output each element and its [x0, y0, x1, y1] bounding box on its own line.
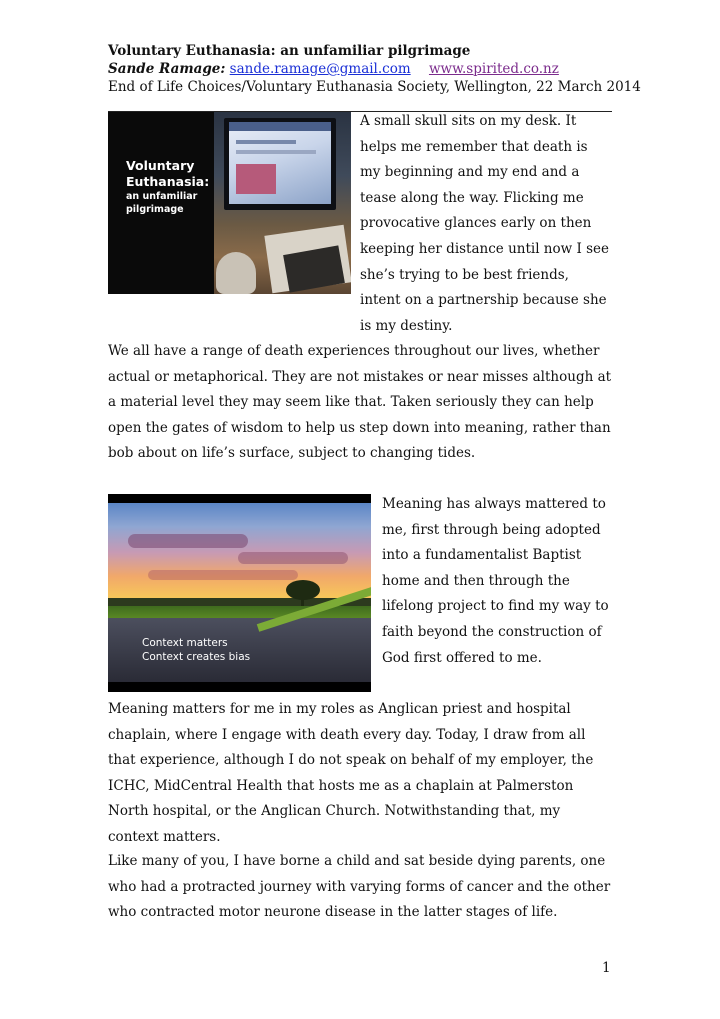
paragraph-meaning: Meaning has always mattered to me, first through being adopted into a fundamentalist Baptist home and then through the lifelong project to find my way to faith beyond the construction of God first offered to me.	[382, 496, 609, 666]
author-line	[108, 60, 559, 78]
page-number: 1	[602, 960, 611, 976]
slide-title: Voluntary Euthanasia: an unfamiliar pilgrimage	[126, 158, 210, 215]
document-title: Voluntary Euthanasia: an unfamiliar pilgrimage	[108, 43, 471, 59]
title-slide-image	[108, 112, 351, 294]
slide-caption: Context matters Context creates bias	[142, 637, 251, 663]
paragraph-skull: A small skull sits on my desk. It helps me remember that death is my beginning and my end and a tease along the way. Flicking me provocative glances early on then keeping her distance until now I see she’s trying to be best friends, intent on a partnership because she is my destiny.	[360, 113, 610, 334]
author-name: Sande Ramage:	[108, 61, 226, 77]
email-link[interactable]: sande.ramage@gmail.com	[229, 61, 411, 77]
paragraph-roles: Meaning matters for me in my roles as Anglican priest and hospital chaplain, where I engage with death every day. Today, I draw from all that experience, although I do not speak on behalf of my employer, the ICHC, MidCentral Health that hosts me as a chaplain at Palmerston North hospital, or the Anglican Church. Notwithstanding that, my context matters.	[108, 701, 594, 845]
context-slide-image	[108, 494, 371, 692]
event-line: End of Life Choices/Voluntary Euthanasia Society, Wellington, 22 March 2014	[108, 79, 641, 95]
website-link[interactable]: www.spirited.co.nz	[428, 61, 559, 77]
paragraph-family: Like many of you, I have borne a child and sat beside dying parents, one who had a protracted journey with varying forms of cancer and the other who contracted motor neurone disease in the latter stages of life.	[108, 853, 611, 921]
paragraph-death-experiences: We all have a range of death experiences throughout our lives, whether actual or metaphorical. They are not mistakes or near misses although at a material level they may seem like that. Taken seriously they can help open the gates of wisdom to help us step down into meaning, rather than bob about on life’s surface, subject to changing tides.	[108, 343, 612, 462]
